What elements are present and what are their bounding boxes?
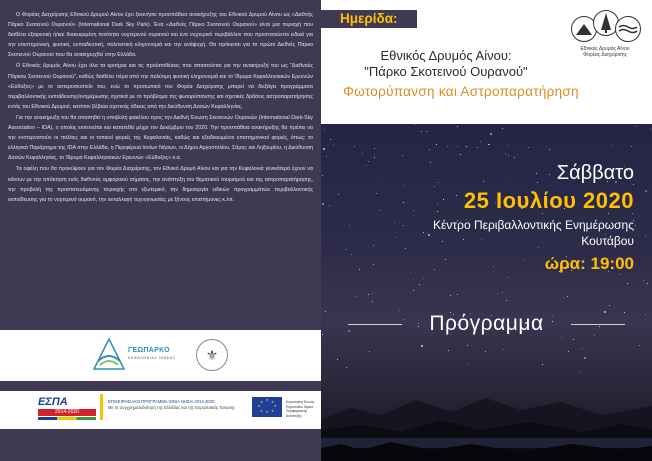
- star: [497, 293, 498, 294]
- star: [582, 348, 583, 349]
- star: [322, 203, 324, 205]
- star: [611, 145, 612, 146]
- star: [380, 210, 381, 211]
- paragraph-2: Ο Εθνικός Δρυμός Αίνου έχει όλα τα κριτήρια και τις προϋποθέσεις που απαιτούνται για την ανακήρυξή του ως "Διεθνούς Πάρκου Σκοτεινού Ουρανού", καθώς διαθέτει πέρα από την πολύτιμη φυσική κληρονομιά και το Ίδρυμα Κεφαλληνιακών Ερευνών «Εύδοξος» με το αστεροσκοπείο του, ενώ το προσωπικό του Φορέα Διαχείρισης μπορεί να διεξάγει προγράμματα περιβαλλοντικής εκπαίδευσης/ενημέρωσης σχετικά με το πρόβλημα της φωτορύπανσης και σχετικές δράσεις αστροπαρατήρησης εντός του Εθνικού Δρυμού, κατόπιν βέβαια σχετικής άδειας από την Διεύθυνση Δασών Κεφαλληνίας.: [8, 63, 313, 110]
- star: [429, 149, 430, 150]
- star: [573, 339, 574, 340]
- operational-program-text: [108, 399, 248, 411]
- star: [326, 156, 327, 157]
- venue-line-1: Κέντρο Περιβαλλοντικής Ενημέρωσης: [433, 218, 634, 232]
- star: [485, 351, 486, 352]
- star: [359, 269, 360, 270]
- star: [403, 185, 404, 186]
- event-type-label: Ημερίδα:: [340, 11, 398, 26]
- star: [508, 145, 509, 146]
- star: [376, 193, 377, 194]
- star: [643, 280, 644, 281]
- event-subtitle: Φωτορύπανση και Αστροπαρατήρηση: [343, 84, 579, 99]
- star: [338, 194, 339, 195]
- star: [423, 232, 424, 233]
- star: [366, 165, 367, 166]
- paragraph-4: Τα οφέλη που θα προκύψουν για τον Φορέα Διαχείρισης, τον Εθνικό Δρυμό Αίνου και για την Κεφαλονιά γενικότερα έχουν να κάνουν με την απόκτηση ενός διεθνούς αμφορικού σήματος, την ανάπτυξη του θεματικού τουρισμού και της αστροπαρατήρησης, την προβολή της προστατευόμενης περιοχής στο εξωτερικό, την δημιουργία ειδικών προγραμμάτων περιβαλλοντικής εκπαίδευσης για το νυχτερινό ουρανό, την ανταλλαγή τεχνογνωσίας με ξένους επιστήμονες κ.λπ.: [8, 166, 313, 203]
- star: [322, 175, 323, 176]
- star: [442, 241, 443, 242]
- star: [447, 146, 448, 147]
- star: [466, 146, 467, 147]
- geopark-mark-icon: [92, 337, 126, 371]
- funding-banner: [0, 391, 321, 429]
- star: [421, 131, 422, 132]
- star: [445, 259, 446, 260]
- star: [538, 247, 539, 248]
- star: [645, 190, 647, 192]
- star: [329, 205, 330, 206]
- waves-icon: [618, 24, 638, 34]
- paragraph-3: Για την ανακήρυξη του θα απαιτηθεί η υποβολή φακέλου προς την Διεθνή Ένωση Σκοτεινών Ουρανών (International Dark-Sky Association – IDA), ο οποίος εκπονείται και κατατεθεί μέχρι τον Δεκέμβριο του 2020. Την προσπάθεια ανακήρυξης θα πρέπει να την ενστερνιστούν οι πολίτες και οι τοπικοί φορείς της Κεφαλονιάς, καθώς και εξειδικευμένοι επιστημονικοί φορείς, όπως: το ελληνικό Παράρτημα της IDA στην Ελλάδα, η Περιφέρεια Ιονίων Νήσων, οι Δήμοι Αργοστολίου, Σάμης και Ληξουρίου, η Διεύθυνση Δασών Κεφαλληνίας, το Ίδρυμα Κεφαλληνιακών Ερευνών «Εύδοξος» κ.α.: [8, 114, 313, 162]
- star: [395, 237, 396, 238]
- fir-tree-icon: [600, 13, 612, 33]
- star: [410, 272, 411, 273]
- star: [430, 162, 431, 163]
- event-date: 25 Ιουλίου 2020: [463, 188, 634, 213]
- star: [450, 295, 451, 296]
- star: [405, 248, 406, 249]
- star: [354, 146, 355, 147]
- org-name-line-2: Φορέας Διαχείρισης: [583, 52, 627, 58]
- star: [372, 293, 373, 294]
- star: [394, 222, 395, 223]
- star: [483, 181, 484, 182]
- venue-line-2: Κουτάβου: [581, 234, 634, 248]
- eu-flag-icon: ★ ★ ★ ★ ★ ★ ★ ★: [252, 397, 282, 417]
- event-title-line-2: "Πάρκο Σκοτεινού Ουρανού": [364, 64, 528, 79]
- star: [493, 266, 494, 267]
- star: [490, 133, 492, 135]
- star: [403, 202, 404, 203]
- star: [330, 139, 331, 140]
- program-heading: Πρόγραμμα: [429, 312, 544, 335]
- star: [457, 294, 458, 295]
- star: [437, 204, 438, 205]
- star: [414, 124, 415, 125]
- op-cofunding: Με τη συγχρηματοδότηση της Ελλάδας και της Ευρωπαϊκής Ένωσης: [108, 405, 236, 410]
- star: [502, 292, 503, 293]
- star: [419, 284, 420, 285]
- national-park-logo: [569, 10, 643, 64]
- star: [561, 337, 562, 338]
- star: [584, 357, 586, 359]
- star: [372, 301, 373, 302]
- star: [402, 155, 403, 156]
- star: [463, 239, 464, 240]
- star: [448, 350, 449, 351]
- star: [480, 141, 481, 142]
- star: [505, 153, 506, 154]
- left-panel: [0, 0, 321, 461]
- star: [568, 351, 569, 352]
- geopark-subtitle: ΚΕΦΑΛΟΝΙΑΣ ΙΘΑΚΗΣ: [128, 356, 176, 360]
- star: [423, 278, 424, 279]
- star: [373, 245, 374, 246]
- star: [549, 174, 550, 175]
- star: [374, 148, 375, 149]
- event-time: ώρα: 19:00: [544, 254, 634, 273]
- org-name-line-1: Εθνικός Δρυμός Αίνου: [580, 46, 630, 52]
- star: [426, 131, 427, 132]
- star: [477, 147, 478, 148]
- star: [368, 161, 369, 162]
- event-day: Σάββατο: [556, 162, 634, 184]
- op-title: ΕΠΙΧΕΙΡΗΣΙΑΚΟ ΠΡΟΓΡΑΜΜΑ ΙΟΝΙΑ ΝΗΣΙΑ 2014-2020: [108, 399, 215, 404]
- star: [647, 283, 648, 284]
- star: [563, 297, 564, 298]
- star: [481, 239, 482, 240]
- star: [537, 182, 538, 183]
- espa-stripe: [38, 417, 96, 420]
- star: [506, 300, 507, 301]
- label-bar: [321, 10, 417, 28]
- star: [523, 259, 524, 260]
- star: [436, 144, 437, 145]
- star: [349, 225, 350, 226]
- star: [460, 154, 461, 155]
- star: [631, 146, 632, 147]
- star: [639, 345, 640, 346]
- star: [413, 210, 414, 211]
- star: [428, 234, 430, 236]
- star: [567, 296, 568, 297]
- star: [399, 310, 400, 311]
- espa-years: 2014-2020: [38, 409, 96, 416]
- mountain-silhouette: [321, 360, 652, 461]
- star: [536, 173, 537, 174]
- espa-name: ΕΣΠΑ: [38, 396, 68, 408]
- star: [434, 186, 435, 187]
- star: [368, 294, 369, 295]
- star: [374, 157, 375, 158]
- star: [437, 211, 438, 212]
- star: [324, 129, 325, 130]
- eu-text: Ευρωπαϊκή Ένωση Ευρωπαϊκό Ταμείο Περιφερειακής Ανάπτυξης: [286, 400, 315, 418]
- intro-text: [8, 10, 313, 206]
- star: [456, 195, 457, 196]
- star: [355, 296, 356, 297]
- star: [489, 144, 490, 145]
- partner-logos: [0, 330, 321, 381]
- paragraph-1: Ο Φορέας Διαχείρισης Εθνικού Δρυμού Αίνου έχει ξεκινήσει προσπάθεια ανακήρυξης του Εθνικού Δρυμού Αίνου ως «Διεθνής Πάρκο Σκοτεινού Ουρανού» (International Dark Sky Park). Ένα «Διεθνές Πάρκο Σκοτεινού Ουρανού» είναι μια περιοχή που διαθέτει εξαιρετική ή/και διακεκριμένη ποιότητα νυχτερινού ουρανού και ένα νυχτερινό περιβάλλον που προστατεύεται ειδικά για την επιστημονική, φυσική, εκπαιδευτική, πολιτιστική κληρονομιά και την ανάψυχή. Θα πρόκειται για το πρώτο Διεθνές Πάρκο Σκοτεινού Ουρανού που θα ανακηρυχθεί στην Ελλάδα.: [8, 12, 313, 59]
- star: [502, 128, 503, 129]
- star: [549, 149, 550, 150]
- star: [627, 283, 628, 284]
- star: [373, 264, 374, 265]
- star: [467, 345, 468, 346]
- star: [514, 157, 515, 158]
- star: [457, 126, 458, 127]
- star: [346, 249, 347, 250]
- star: [650, 128, 651, 129]
- star: [636, 126, 637, 127]
- star: [421, 345, 423, 347]
- star: [609, 305, 610, 306]
- star: [413, 290, 414, 291]
- header-area: [321, 0, 652, 124]
- star: [503, 349, 504, 350]
- star: [507, 277, 508, 278]
- mountain-icon: [575, 22, 593, 36]
- star: [438, 182, 439, 183]
- geopark-logo: [92, 337, 184, 373]
- star: [369, 351, 370, 352]
- star: [528, 147, 529, 148]
- star: [323, 148, 325, 150]
- star: [362, 153, 363, 154]
- espa-divider: [100, 394, 103, 420]
- foundation-seal-icon: ⚜: [196, 339, 228, 371]
- right-panel: [321, 0, 652, 461]
- espa-logo: [38, 396, 96, 420]
- star: [645, 235, 646, 236]
- national-park-name: [563, 46, 647, 58]
- star: [351, 254, 352, 255]
- star: [457, 146, 458, 147]
- geopark-name: ΓΕΩΠΑΡΚΟ: [128, 347, 170, 354]
- star: [333, 144, 334, 145]
- star: [434, 269, 435, 270]
- star: [443, 199, 444, 200]
- star: [403, 225, 404, 226]
- event-title-line-1: Εθνικός Δρυμός Αίνου:: [380, 48, 512, 63]
- program-rule-right: [571, 324, 625, 325]
- star: [508, 155, 509, 156]
- star: [635, 225, 636, 226]
